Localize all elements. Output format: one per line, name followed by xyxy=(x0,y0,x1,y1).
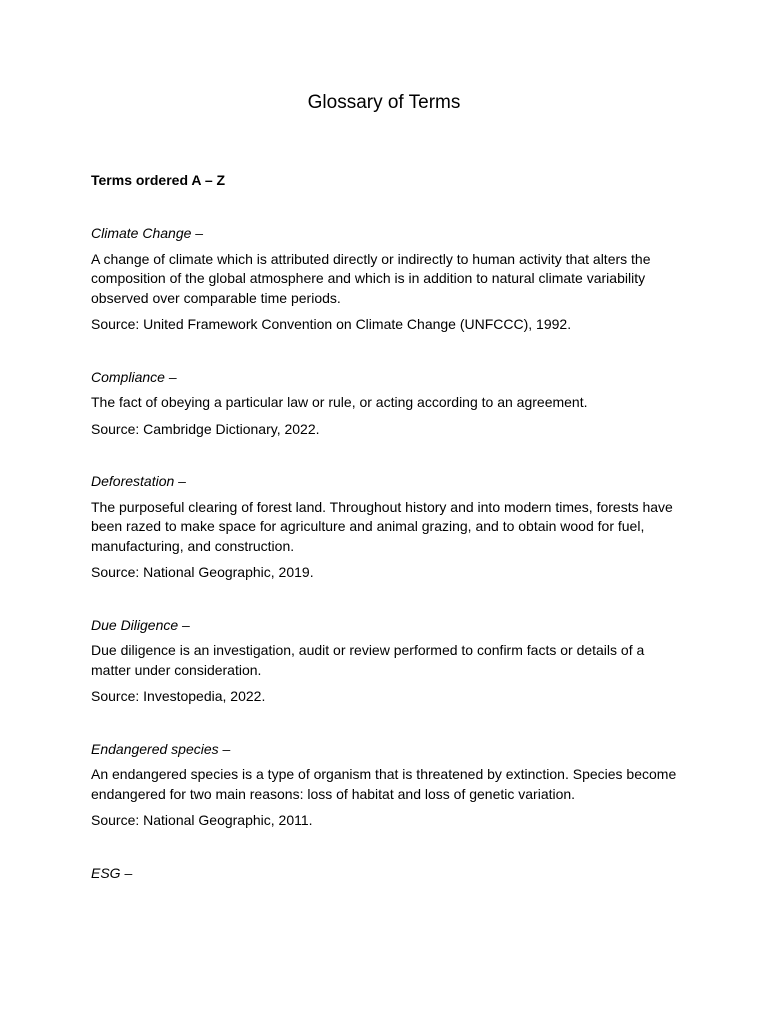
glossary-definition: Due diligence is an investigation, audit or review performed to confirm facts or details of a matter under consideration. xyxy=(91,642,645,678)
glossary-term: Endangered species – xyxy=(91,740,231,757)
glossary-entry-esg xyxy=(91,864,681,884)
glossary-term: Climate Change – xyxy=(91,225,204,241)
glossary-term: ESG – xyxy=(91,864,133,881)
glossary-definition: The fact of obeying a particular law or rule, or acting according to an agreement. xyxy=(91,394,588,410)
section-subheading: Terms ordered A – Z xyxy=(91,172,226,188)
glossary-entry-climate-change xyxy=(91,224,681,335)
glossary-source: Source: United Framework Convention on Climate Change (UNFCCC), 1992. xyxy=(91,316,572,332)
glossary-source: Source: National Geographic, 2011. xyxy=(91,812,313,828)
glossary-definition: An endangered species is a type of organism that is threatened by extinction. Species become endangered for two main reasons: loss of habitat and loss of genetic variation. xyxy=(91,766,677,802)
glossary-source: Source: National Geographic, 2019. xyxy=(91,564,314,580)
glossary-content xyxy=(91,171,681,883)
glossary-definition: The purposeful clearing of forest land. Throughout history and into modern times, forests have been razed to make space for agriculture and animal grazing, and to obtain wood for fuel, manufacturing, and construction. xyxy=(91,498,673,554)
glossary-entry-endangered-species xyxy=(91,740,681,831)
glossary-term: Compliance – xyxy=(91,368,177,385)
glossary-definition: A change of climate which is attributed directly or indirectly to human activity that alters the composition of the global atmosphere and which is in addition to natural climate variability observed over comparable time periods. xyxy=(91,250,651,306)
glossary-entry-compliance xyxy=(91,368,681,440)
page-title: Glossary of Terms xyxy=(307,92,461,113)
glossary-source: Source: Investopedia, 2022. xyxy=(91,688,266,704)
glossary-term: Due Diligence – xyxy=(91,616,190,633)
glossary-entry-due-diligence xyxy=(91,616,681,707)
glossary-term: Deforestation – xyxy=(91,473,186,489)
glossary-entry-deforestation xyxy=(91,472,681,583)
glossary-source: Source: Cambridge Dictionary, 2022. xyxy=(91,420,320,437)
